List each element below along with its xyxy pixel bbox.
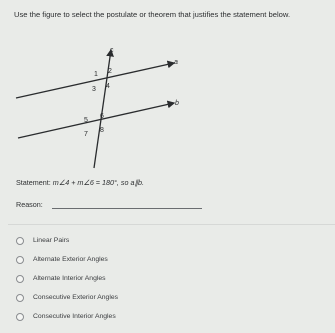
line-b <box>18 103 174 138</box>
answer-options <box>16 231 316 326</box>
option-label: Alternate Exterior Angles <box>33 256 108 263</box>
angle-2-label: 2 <box>108 68 112 75</box>
option-consecutive-interior-angles[interactable] <box>16 307 316 326</box>
radio-button[interactable] <box>16 313 24 321</box>
statement-math: m∠4 + m∠6 = 180°, so a∥b. <box>52 178 145 187</box>
angle-8-label: 8 <box>100 127 104 134</box>
label-b: b <box>175 100 179 107</box>
angle-4-label: 4 <box>106 83 110 90</box>
option-alternate-interior-angles[interactable] <box>16 269 316 288</box>
figure-diagram <box>14 40 199 170</box>
label-c: c <box>110 47 114 54</box>
reason-blank <box>52 208 202 209</box>
option-alternate-exterior-angles[interactable] <box>16 250 316 269</box>
option-consecutive-exterior-angles[interactable] <box>16 288 316 307</box>
parallel-lines-figure <box>14 40 199 170</box>
radio-button[interactable] <box>16 237 24 245</box>
angle-5-label: 5 <box>84 117 88 124</box>
question-prompt: Use the figure to select the postulate or theorem that justifies the statement below. <box>14 10 291 19</box>
angle-7-label: 7 <box>84 131 88 138</box>
angle-6-label: 6 <box>100 113 104 120</box>
option-label: Consecutive Exterior Angles <box>33 294 119 301</box>
label-a: a <box>174 59 178 66</box>
angle-1-label: 1 <box>94 71 98 78</box>
angle-3-label: 3 <box>92 86 96 93</box>
radio-button[interactable] <box>16 256 24 264</box>
option-linear-pairs[interactable] <box>16 231 316 250</box>
option-label: Consecutive Interior Angles <box>33 313 116 320</box>
divider <box>8 224 335 225</box>
statement-label: Statement: <box>16 178 51 187</box>
option-label: Alternate Interior Angles <box>33 275 106 282</box>
statement <box>16 178 144 187</box>
reason-label: Reason: <box>16 200 43 209</box>
radio-button[interactable] <box>16 294 24 302</box>
option-label: Linear Pairs <box>33 237 70 244</box>
radio-button[interactable] <box>16 275 24 283</box>
